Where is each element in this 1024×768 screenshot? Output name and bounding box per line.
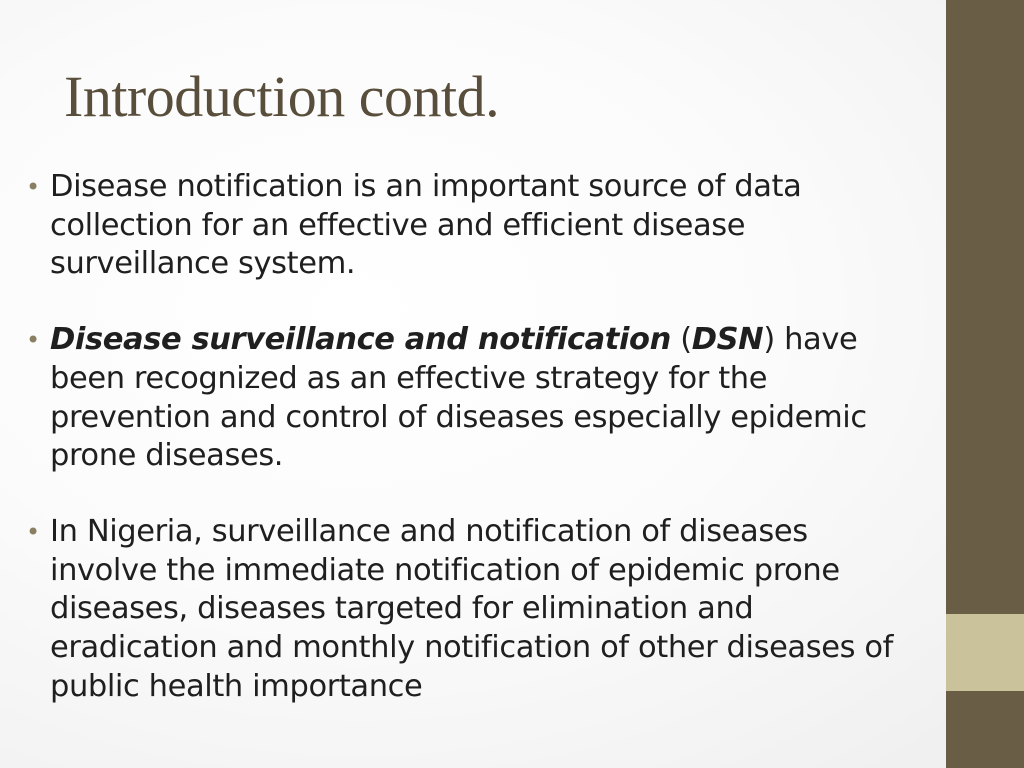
slide-title: Introduction contd. — [64, 64, 500, 129]
bullet-marker-icon: • — [26, 326, 40, 355]
bullet-open-paren: ( — [670, 322, 692, 358]
bullet-emphasis-term: Disease surveillance and notification — [50, 322, 671, 358]
bullet-item — [26, 168, 906, 284]
side-decoration-bar — [946, 0, 1024, 768]
bullet-item — [26, 321, 906, 476]
bullet-text: In Nigeria, surveillance and notification of diseases involve the immediate notification of epidemic prone diseases, diseases targeted for elimination and eradication and monthly notification of other diseases of public health importance — [50, 513, 893, 704]
bullet-text: ) have been recognized as an effective strategy for the prevention and control of diseases especially epidemic prone diseases. — [50, 322, 867, 474]
bullet-list — [26, 168, 906, 706]
bullet-marker-icon: • — [26, 517, 40, 546]
bullet-text: Disease notification is an important source of data collection for an effective and efficient disease surveillance system. — [50, 169, 802, 282]
bullet-marker-icon: • — [26, 173, 40, 201]
side-accent-block — [946, 614, 1024, 691]
bullet-abbreviation: DSN — [691, 322, 764, 358]
bullet-item — [26, 513, 906, 707]
